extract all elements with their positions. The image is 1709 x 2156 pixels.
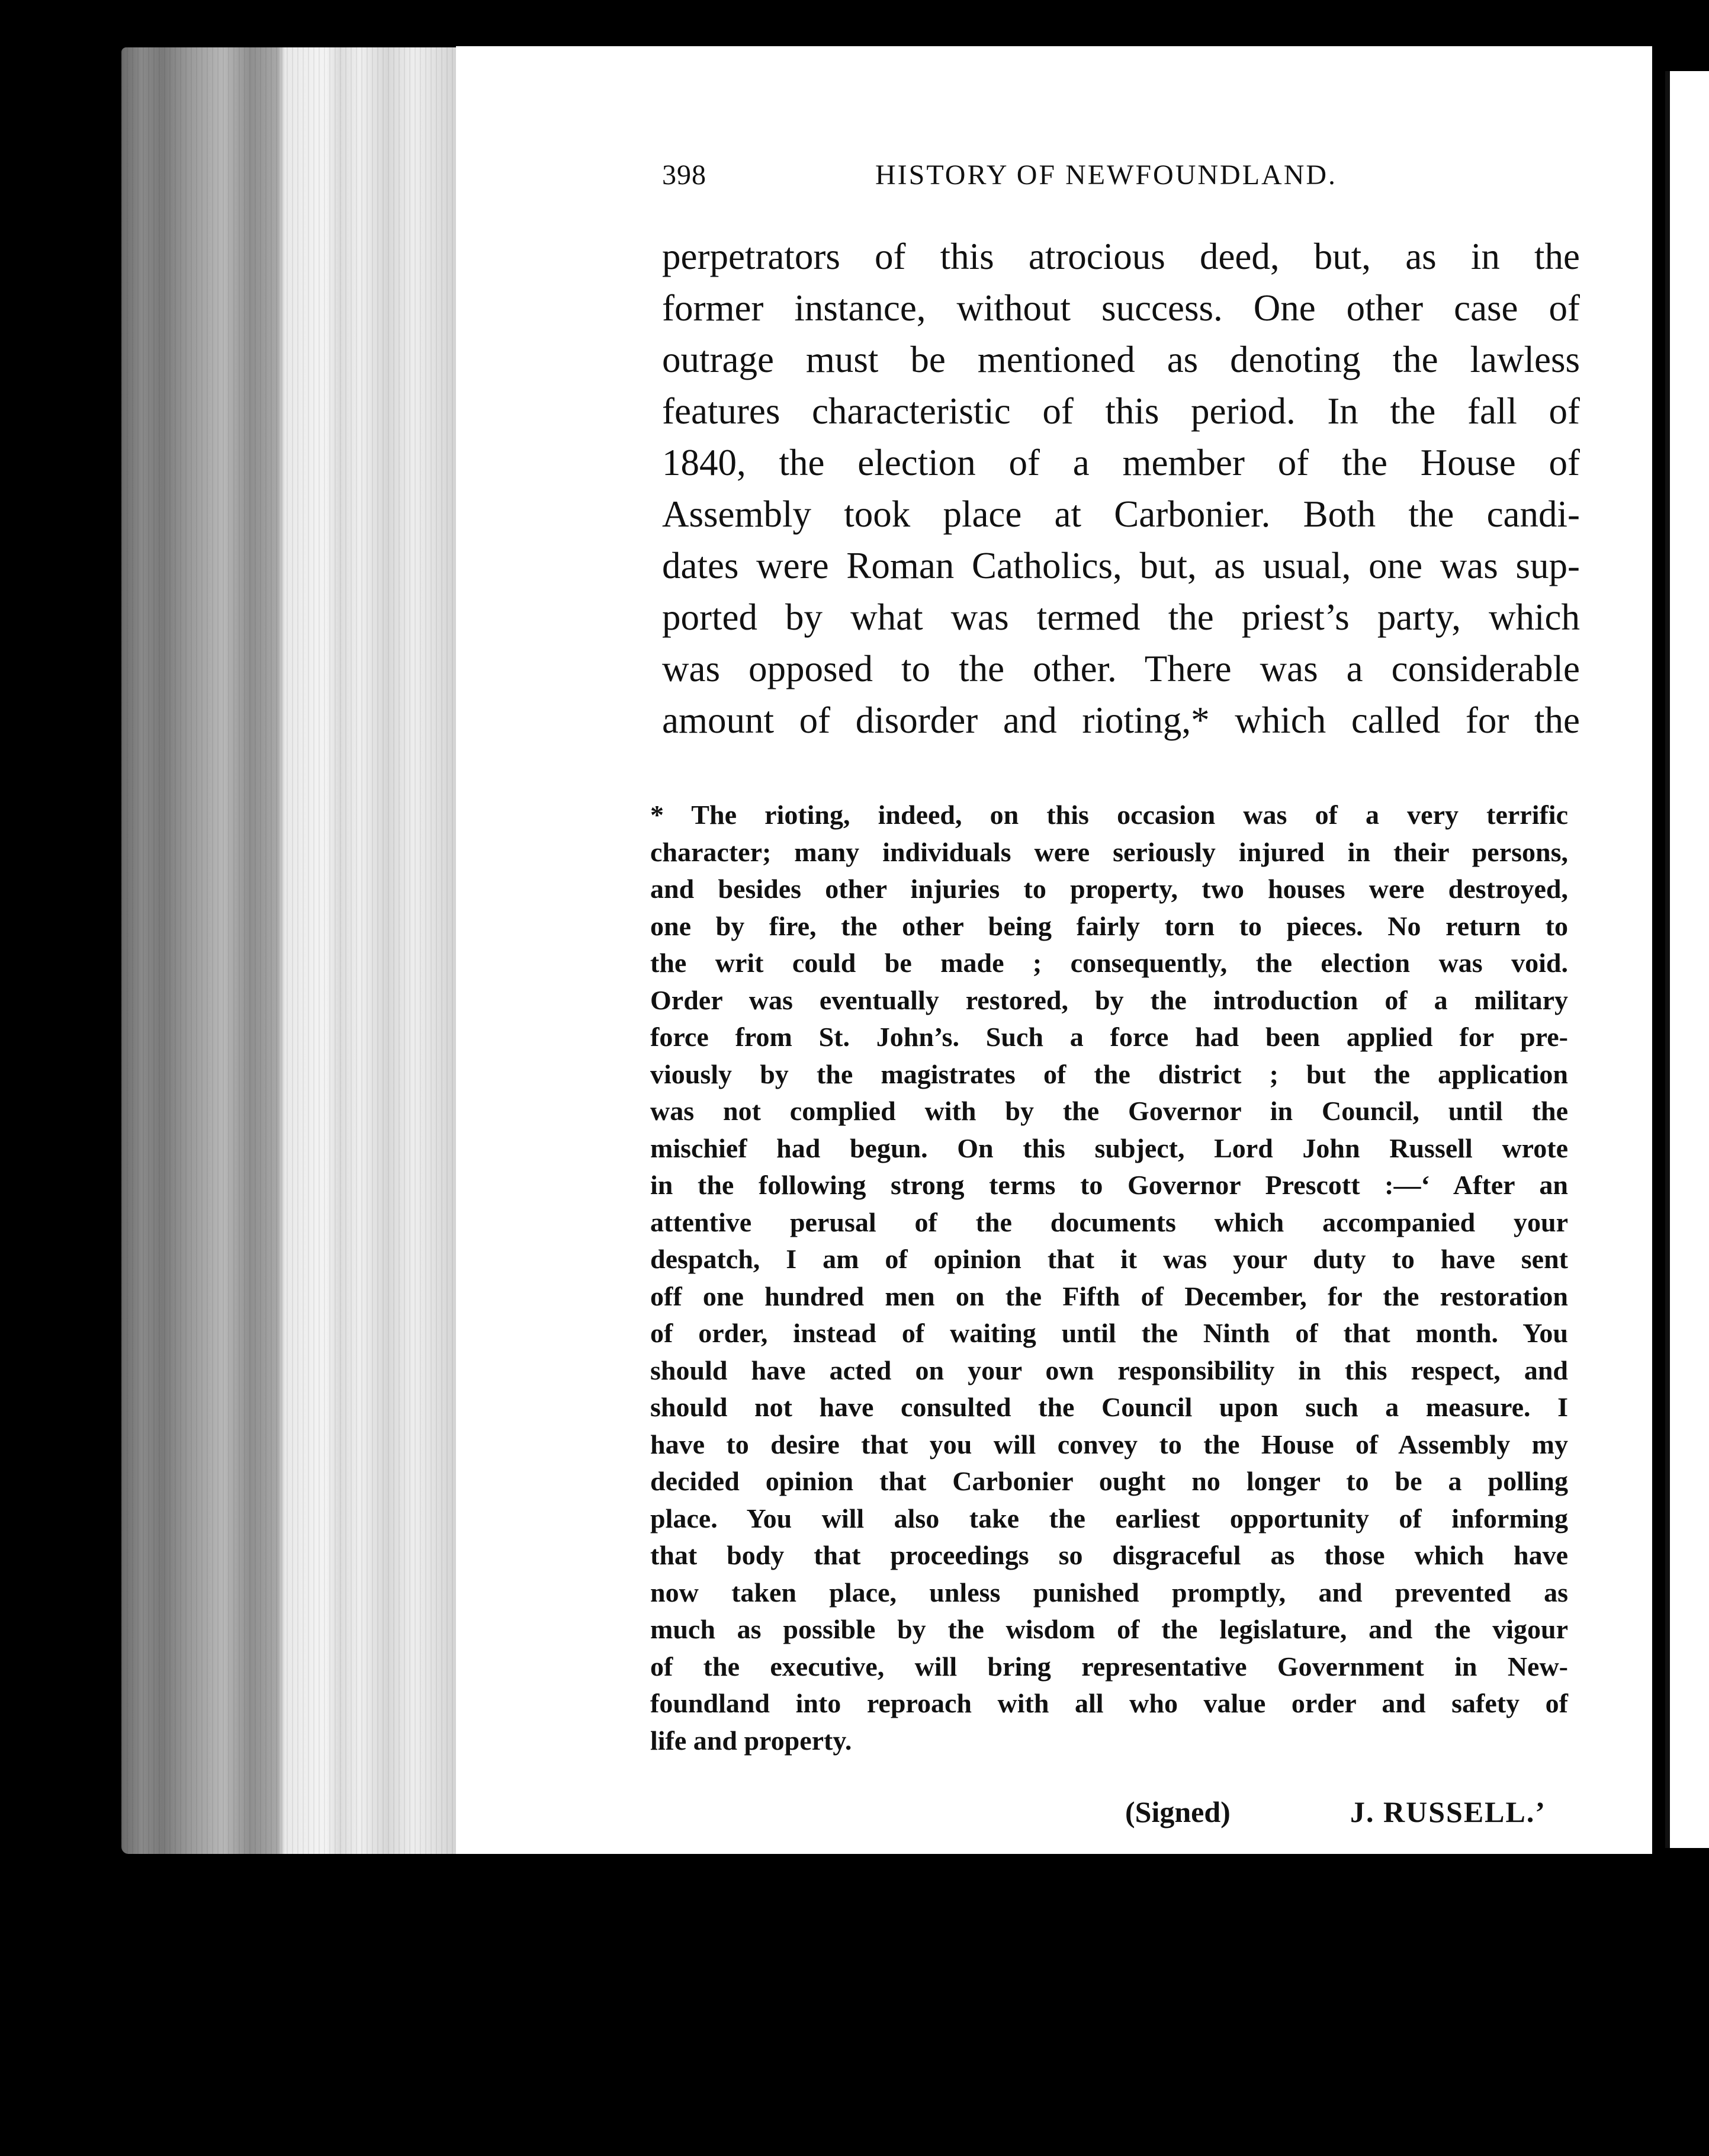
signed-name: J. RUSSELL.’ (1350, 1795, 1547, 1828)
footnote-line: one by fire, the other being fairly torn to pieces. No return to (650, 910, 1568, 941)
footnote-line: foundland into reproach with all who value order and safety of (650, 1688, 1568, 1718)
page-number: 398 (662, 159, 706, 191)
footnote-line: off one hundred men on the Fifth of December, for the restoration (650, 1281, 1568, 1311)
body-line: was opposed to the other. There was a considerable (662, 648, 1580, 689)
footnote-line: that body that proceedings so disgraceful as those which have (650, 1540, 1568, 1570)
footnote-line: force from St. John’s. Such a force had been applied for pre- (650, 1022, 1568, 1052)
footnote-line: place. You will also take the earliest opportunity of informing (650, 1503, 1568, 1533)
footnote-line: have to desire that you will convey to the House of Assembly my (650, 1429, 1568, 1459)
footnote-line: viously by the magistrates of the district ; but the application (650, 1058, 1568, 1089)
body-line: amount of disorder and rioting,* which called for the (662, 700, 1580, 741)
body-text (662, 231, 1580, 746)
footnote-line: character; many individuals were seriously injured in their persons, (650, 836, 1568, 867)
footnote-line: should have acted on your own responsibility in this respect, and (650, 1355, 1568, 1385)
footnote-line: much as possible by the wisdom of the legislature, and the vigour (650, 1614, 1568, 1644)
footnote (650, 797, 1568, 1759)
body-line: dates were Roman Catholics, but, as usual, one was sup- (662, 545, 1580, 586)
footnote-line: mischief had begun. On this subject, Lord John Russell wrote (650, 1132, 1568, 1163)
body-line: former instance, without success. One other case of (662, 287, 1580, 329)
footnote-line: now taken place, unless punished promptly, and prevented as (650, 1577, 1568, 1608)
footnote-line: of order, instead of waiting until the Ninth of that month. You (650, 1318, 1568, 1348)
book-page-edge-texture (121, 47, 462, 1854)
footnote-line: decided opinion that Carbonier ought no longer to be a polling (650, 1466, 1568, 1496)
footnote-line: despatch, I am of opinion that it was your duty to have sent (650, 1244, 1568, 1274)
body-line: features characteristic of this period. In the fall of (662, 390, 1580, 432)
facing-page-edge (1665, 71, 1709, 1848)
signed-label: (Signed) (1125, 1795, 1231, 1828)
footnote-line: life and property. (650, 1725, 852, 1756)
page-header (662, 159, 1361, 200)
body-line: outrage must be mentioned as denoting the lawless (662, 339, 1580, 380)
body-line: perpetrators of this atrocious deed, but, as in the (662, 236, 1580, 277)
body-line: ported by what was termed the priest’s party, which (662, 596, 1580, 638)
footnote-line: the writ could be made ; consequently, the election was void. (650, 948, 1568, 978)
body-line: 1840, the election of a member of the House of (662, 442, 1580, 483)
footnote-line: was not complied with by the Governor in Council, until the (650, 1096, 1568, 1126)
footnote-line: in the following strong terms to Governor Prescott :—‘ After an (650, 1170, 1568, 1200)
footnote-line: and besides other injuries to property, two houses were destroyed, (650, 874, 1568, 904)
footnote-line: * The rioting, indeed, on this occasion was of a very terrific (650, 800, 1568, 830)
footnote-line: Order was eventually restored, by the introduction of a military (650, 984, 1568, 1015)
footnote-line: of the executive, will bring representative Government in New- (650, 1651, 1568, 1682)
footnote-line: should not have consulted the Council upon such a measure. I (650, 1392, 1568, 1422)
footnote-line: attentive perusal of the documents which accompanied your (650, 1207, 1568, 1237)
running-title: HISTORY OF NEWFOUNDLAND. (875, 159, 1338, 191)
body-line: Assembly took place at Carbonier. Both the candi- (662, 493, 1580, 535)
